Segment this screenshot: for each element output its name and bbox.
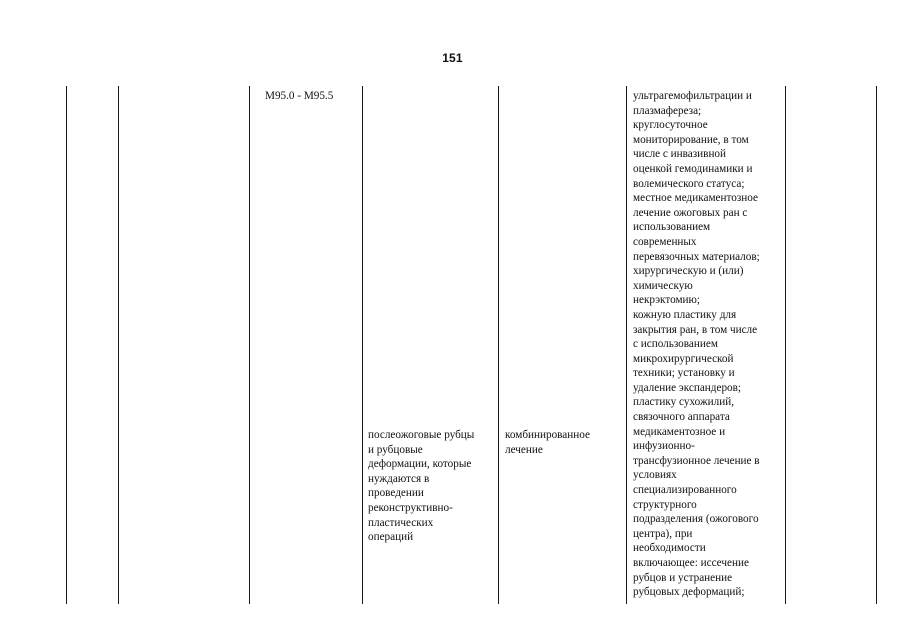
condition-line: деформации, которые xyxy=(368,458,472,471)
column-divider xyxy=(626,86,627,604)
method-line: рубцовых деформаций; xyxy=(633,586,745,599)
method-line: хирургическую и (или) xyxy=(633,265,744,278)
method-line: рубцов и устранение xyxy=(633,571,733,584)
page-number: 151 xyxy=(442,51,463,65)
method-line: инфузионно- xyxy=(633,440,695,453)
method-line: кожную пластику для xyxy=(633,308,737,321)
treatment-type-line: лечение xyxy=(505,443,543,456)
method-line: структурного xyxy=(633,498,697,511)
method-line: лечение ожоговых ран с xyxy=(633,206,748,219)
method-line: техники; установку и xyxy=(633,367,735,380)
condition-line: операций xyxy=(368,531,414,544)
column-divider xyxy=(785,86,786,604)
method-line: закрытия ран, в том числе xyxy=(633,323,758,336)
method-line: числе с инвазивной xyxy=(633,148,727,161)
method-line: оценкой гемодинамики и xyxy=(633,162,753,175)
method-line: мониторирование, в том xyxy=(633,133,749,146)
condition-line: проведении xyxy=(368,487,424,500)
condition-line: послеожоговые рубцы xyxy=(368,429,475,441)
method-line: удаление экспандеров; xyxy=(633,381,742,394)
method-line: с использованием xyxy=(633,338,718,351)
condition-line: и рубцовые xyxy=(368,443,423,456)
method-line: плазмафереза; xyxy=(633,104,702,117)
treatment-type-cell xyxy=(505,428,590,457)
method-line: местное медикаментозное xyxy=(633,192,758,205)
method-line: ультрагемофильтрации и xyxy=(633,90,752,102)
condition-line: пластических xyxy=(368,516,434,529)
method-line: связочного аппарата xyxy=(633,411,730,424)
method-line: волемического статуса; xyxy=(633,177,745,190)
method-line: перевязочных материалов; xyxy=(633,250,760,263)
method-line: специализированного xyxy=(633,484,737,497)
condition-line: реконструктивно- xyxy=(368,501,453,514)
method-line: пластику сухожилий, xyxy=(633,396,735,409)
method-line: круглосуточное xyxy=(633,119,708,132)
method-line: центра), при xyxy=(633,527,693,540)
column-divider xyxy=(249,86,250,604)
method-line: медикаментозное и xyxy=(633,425,726,438)
column-divider xyxy=(118,86,119,604)
method-line: необходимости xyxy=(633,542,706,555)
method-line: условиях xyxy=(633,469,677,482)
method-line: использованием xyxy=(633,221,711,234)
method-line: микрохирургической xyxy=(633,352,734,365)
table-border-right xyxy=(876,86,877,604)
treatment-method-cell xyxy=(633,89,760,600)
condition-line: нуждаются в xyxy=(368,472,430,485)
method-line: современных xyxy=(633,235,697,248)
condition-cell xyxy=(368,428,474,545)
method-line: подразделения (ожогового xyxy=(633,513,759,526)
treatment-type-line: комбинированное xyxy=(505,429,590,441)
column-divider xyxy=(362,86,363,604)
table-border-left xyxy=(66,86,67,604)
method-line: включающее: иссечение xyxy=(633,557,749,569)
column-divider xyxy=(498,86,499,604)
method-line: некрэктомию; xyxy=(633,294,701,307)
method-line: трансфузионное лечение в xyxy=(633,454,760,467)
method-line: химическую xyxy=(633,279,693,292)
diagnosis-code-cell: M95.0 - M95.5 xyxy=(265,90,334,102)
